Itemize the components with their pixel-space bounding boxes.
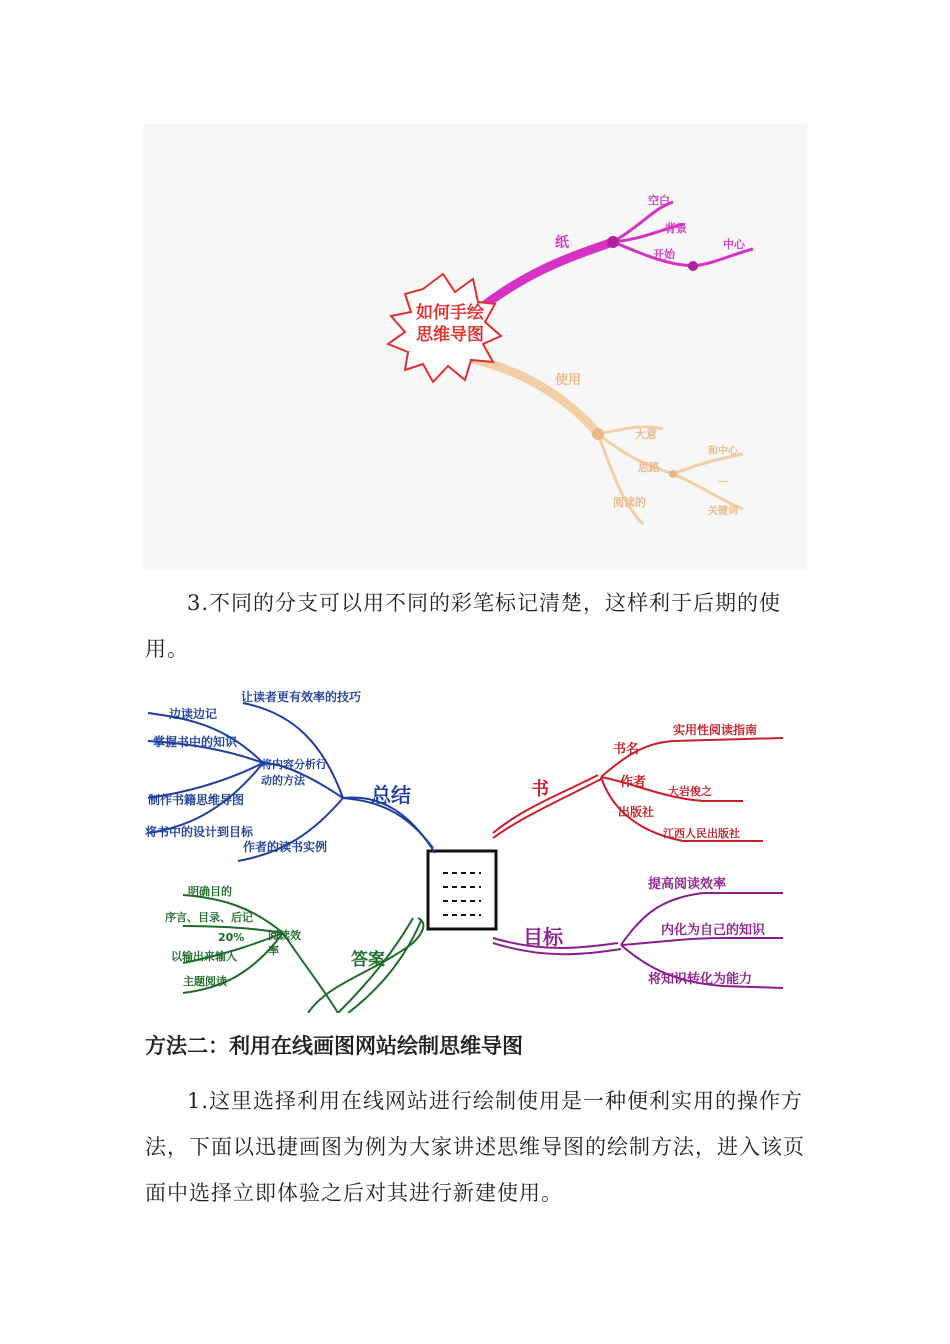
leaf-label: 实用性阅读指南 (673, 723, 758, 737)
leaf-label: 作者 (620, 775, 647, 790)
leaf-label: 将书中的设计到目标 (145, 825, 254, 839)
leaf-label: 书名 (613, 742, 640, 757)
paragraph-online-method: 1.这里选择利用在线网站进行绘制使用是一种便利实用的操作方法，下面以迅捷画图为例为大家讲述思维导图的绘制方法，进入该页面中选择立即体验之后对其进行新建使用。 (145, 1089, 805, 1205)
branch-main-label: 目标 (523, 925, 563, 949)
leaf-label: 制作书籍思维导图 (148, 793, 245, 807)
leaf-label: 和中心 (708, 446, 738, 457)
leaf-label: 一 (718, 478, 728, 489)
leaf-label: 出版社 (618, 805, 655, 819)
branch-label-paper: 纸 (555, 235, 569, 251)
section-heading: 方法二：利用在线画图网站绘制思维导图 (145, 1034, 523, 1058)
leaf-label: 阅读效率 (268, 929, 301, 957)
leaf-label: 主题阅读 (183, 975, 227, 988)
leaf-label: 以输出来输入 (171, 950, 237, 963)
leaf-label: 江西人民出版社 (663, 827, 740, 840)
leaf-label: 边读边记 (169, 707, 218, 721)
leaf-label: 明确目的 (188, 885, 232, 898)
leaf-label: 将知识转化为能力 (648, 972, 753, 987)
leaf-label: 20% (218, 931, 245, 944)
leaf-label: 大意 (635, 428, 657, 441)
mindmap-photo-1 (143, 124, 807, 570)
leaf-label: 序言、目录、后记 (165, 911, 253, 924)
branch-main-label: 总结 (371, 783, 411, 807)
leaf-label: 让读者更有效率的技巧 (241, 690, 362, 704)
leaf-label: 大岩俊之 (668, 785, 712, 798)
branch-main-label: 答案 (351, 950, 385, 970)
leaf-label: 掌握书中的知识 (153, 735, 238, 749)
leaf-label: 关键词 (708, 506, 738, 517)
leaf-label: 作者的读书实例 (243, 840, 328, 854)
leaf-label: 中心 (723, 238, 745, 251)
leaf-label: 阅读的 (613, 496, 646, 509)
leaf-label: 开始 (653, 248, 675, 261)
leaf-label: 背景 (665, 222, 687, 235)
leaf-label: 思路 (638, 461, 660, 474)
leaf-label: 将内容分析行动的方法 (261, 758, 327, 787)
leaf-label: 提高阅读效率 (648, 877, 727, 892)
branch-label-use: 使用 (555, 373, 582, 388)
paragraph-branch-colors: 3.不同的分支可以用不同的彩笔标记清楚，这样利于后期的使用。 (145, 591, 782, 661)
mindmap-photo-2 (143, 683, 807, 1013)
leaf-label: 空白 (648, 194, 670, 207)
leaf-label: 内化为自己的知识 (661, 923, 766, 938)
branch-main-label: 书 (531, 779, 549, 800)
center-label: 如何手绘 思维导图 (416, 303, 484, 345)
